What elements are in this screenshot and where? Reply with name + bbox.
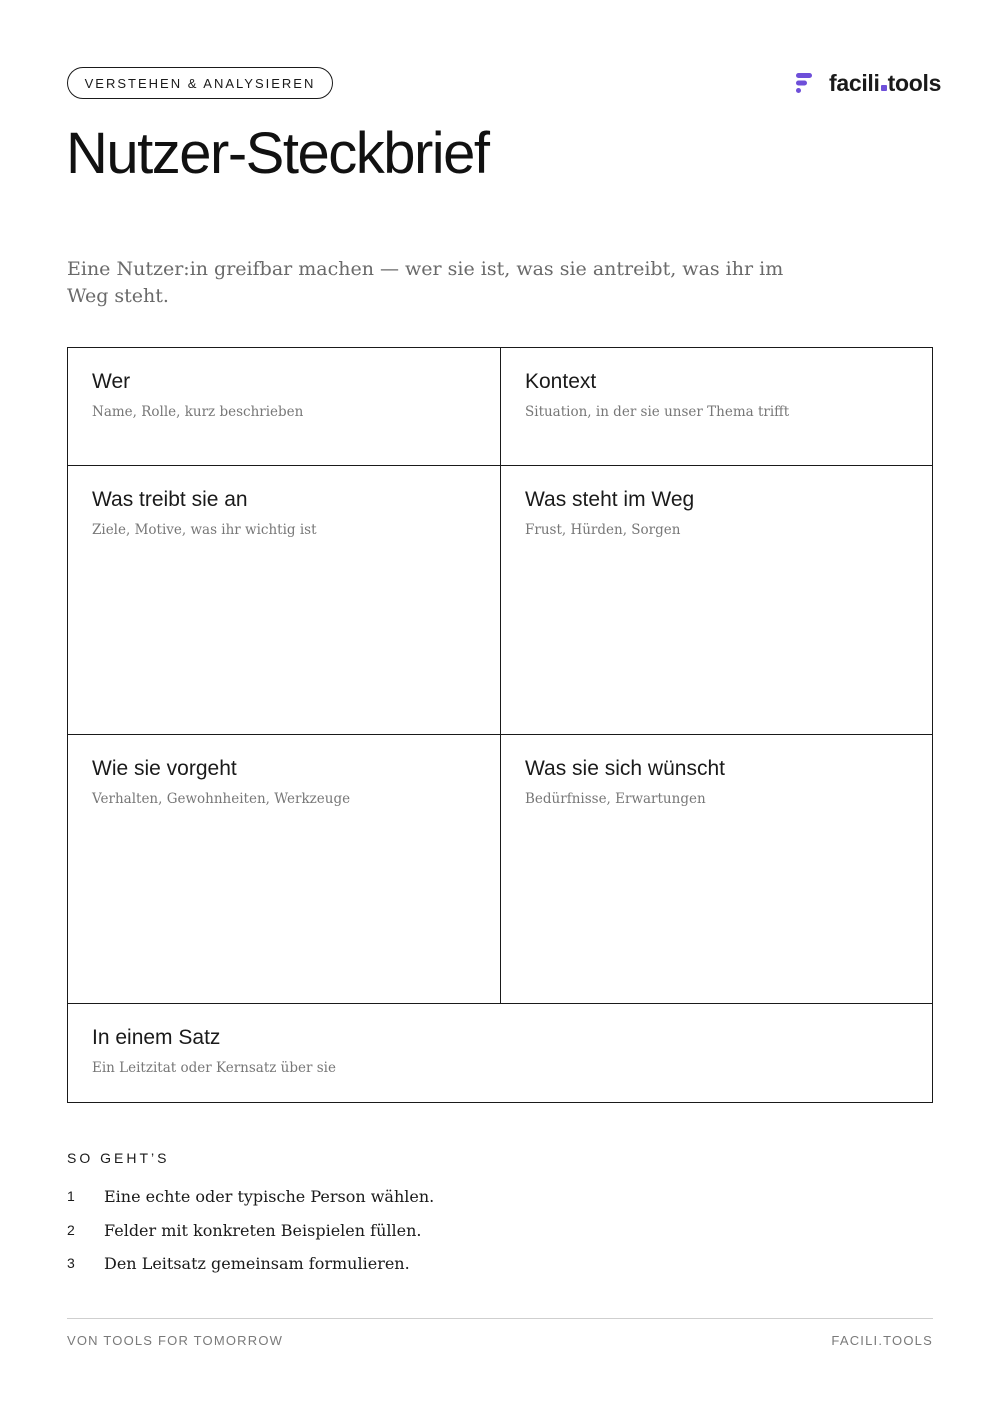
field-hint: Situation, in der sie unser Thema trifft [525,404,790,420]
field-title: Kontext [525,370,597,393]
field-title: Was steht im Weg [525,488,695,511]
category-tag [67,67,333,99]
category-label: VERSTEHEN & ANALYSIEREN [84,75,316,91]
field-satz[interactable] [67,1003,933,1103]
field-title: In einem Satz [92,1026,221,1049]
field-hint: Ein Leitzitat oder Kernsatz über sie [92,1060,336,1076]
brand-logo-icon [795,72,815,94]
field-vorgehen[interactable] [67,734,501,1004]
how-to-heading: SO GEHT’S [67,1150,170,1166]
field-antrieb[interactable] [67,465,501,735]
field-title: Wie sie vorgeht [92,757,237,780]
step-item [67,1218,421,1242]
footer-site: FACILI.TOOLS [831,1333,933,1348]
step-item [67,1184,434,1208]
step-number: 2 [67,1222,75,1238]
field-kontext[interactable] [500,347,933,466]
field-wuensche[interactable] [500,734,933,1004]
field-wer[interactable] [67,347,501,466]
field-hindernisse[interactable] [500,465,933,735]
step-text: Eine echte oder typische Person wählen. [104,1186,435,1206]
footer-credit: VON TOOLS FOR TOMORROW [67,1333,284,1348]
brand-name [829,70,941,97]
step-text: Felder mit konkreten Beispielen füllen. [104,1220,422,1240]
step-text: Den Leitsatz gemeinsam formulieren. [104,1253,410,1273]
step-number: 3 [67,1255,75,1271]
field-hint: Name, Rolle, kurz beschrieben [92,404,304,420]
brand-dot [881,85,887,91]
field-title: Was sie sich wünscht [525,757,725,780]
footer-divider [67,1318,933,1319]
step-item [67,1251,410,1275]
page-title: Nutzer-Steckbrief [66,121,489,186]
field-hint: Verhalten, Gewohnheiten, Werkzeuge [92,791,351,807]
field-hint: Frust, Hürden, Sorgen [525,522,681,538]
brand-name-part1: facili [829,69,880,96]
field-hint: Bedürfnisse, Erwartungen [525,791,706,807]
field-title: Was treibt sie an [92,488,248,511]
brand-name-part2: tools [887,69,942,96]
brand [795,66,941,100]
field-hint: Ziele, Motive, was ihr wichtig ist [92,522,317,538]
intro-text: Eine Nutzer:in greifbar machen — wer sie ist, was sie antreibt, was ihr im Weg steht. [67,258,784,307]
field-title: Wer [92,370,131,393]
step-number: 1 [67,1188,75,1204]
profile-grid [67,347,933,1103]
